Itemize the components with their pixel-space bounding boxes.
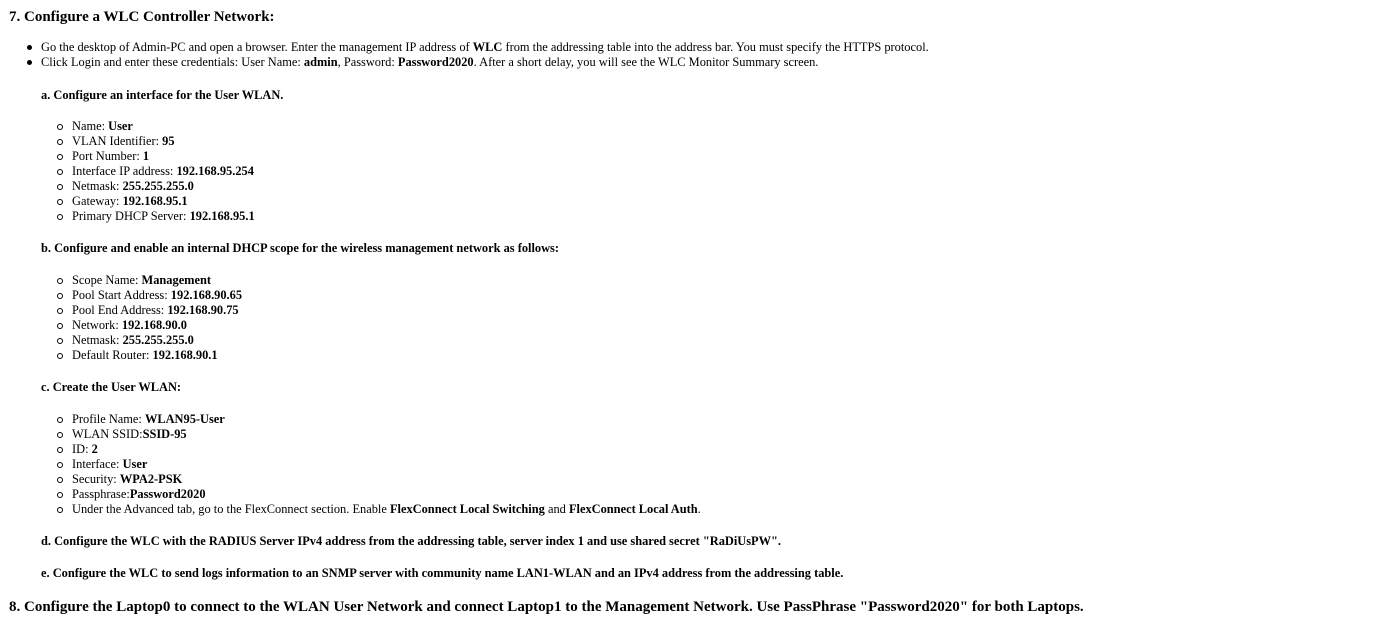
list-item: Gateway: 192.168.95.1 <box>72 194 188 208</box>
list-item: Passphrase:Password2020 <box>72 487 206 501</box>
list-item: Profile Name: WLAN95-User <box>72 412 225 426</box>
list-item: Default Router: 192.168.90.1 <box>72 348 218 362</box>
section-7-heading: 7. Configure a WLC Controller Network: <box>9 9 275 25</box>
step-d-heading: d. Configure the WLC with the RADIUS Server IPv4 address from the addressing table, server index 1 and use shared secret "RaDiUsPW". <box>41 534 781 548</box>
list-item: Go the desktop of Admin-PC and open a browser. Enter the management IP address of WLC from the addressing table into the address bar. You must specify the HTTPS protocol. <box>41 40 929 54</box>
list-item: Under the Advanced tab, go to the FlexConnect section. Enable FlexConnect Local Switching and FlexConnect Local Auth. <box>72 502 701 516</box>
list-item: Primary DHCP Server: 192.168.95.1 <box>72 209 255 223</box>
list-item: Interface IP address: 192.168.95.254 <box>72 164 254 178</box>
step-a-heading: a. Configure an interface for the User WLAN. <box>41 88 284 102</box>
list-item: Name: User <box>72 119 133 133</box>
list-item: Scope Name: Management <box>72 273 212 287</box>
list-item: Port Number: 1 <box>72 149 150 163</box>
list-item: Click Login and enter these credentials: User Name: admin, Password: Password2020. After a short delay, you will see the WLC Monitor Summary screen. <box>41 55 819 69</box>
list-item: Netmask: 255.255.255.0 <box>72 333 194 347</box>
list-item: ID: 2 <box>72 442 98 456</box>
list-item: Interface: User <box>72 457 148 471</box>
section-8-heading: 8. Configure the Laptop0 to connect to the WLAN User Network and connect Laptop1 to the Management Network. Use PassPhrase "Password2020" for both Laptops. <box>9 599 1084 615</box>
list-item: Network: 192.168.90.0 <box>72 318 187 332</box>
step-b-heading: b. Configure and enable an internal DHCP scope for the wireless management network as follows: <box>41 241 559 255</box>
list-item: WLAN SSID:SSID-95 <box>72 427 187 441</box>
list-item: Netmask: 255.255.255.0 <box>72 179 194 193</box>
list-item: Pool Start Address: 192.168.90.65 <box>72 288 243 302</box>
step-c-heading: c. Create the User WLAN: <box>41 380 182 394</box>
list-item: Security: WPA2-PSK <box>72 472 183 486</box>
list-item: Pool End Address: 192.168.90.75 <box>72 303 239 317</box>
list-item: VLAN Identifier: 95 <box>72 134 175 148</box>
step-e-heading: e. Configure the WLC to send logs information to an SNMP server with community name LAN1-WLAN and an IPv4 address from the addressing table. <box>41 566 844 580</box>
